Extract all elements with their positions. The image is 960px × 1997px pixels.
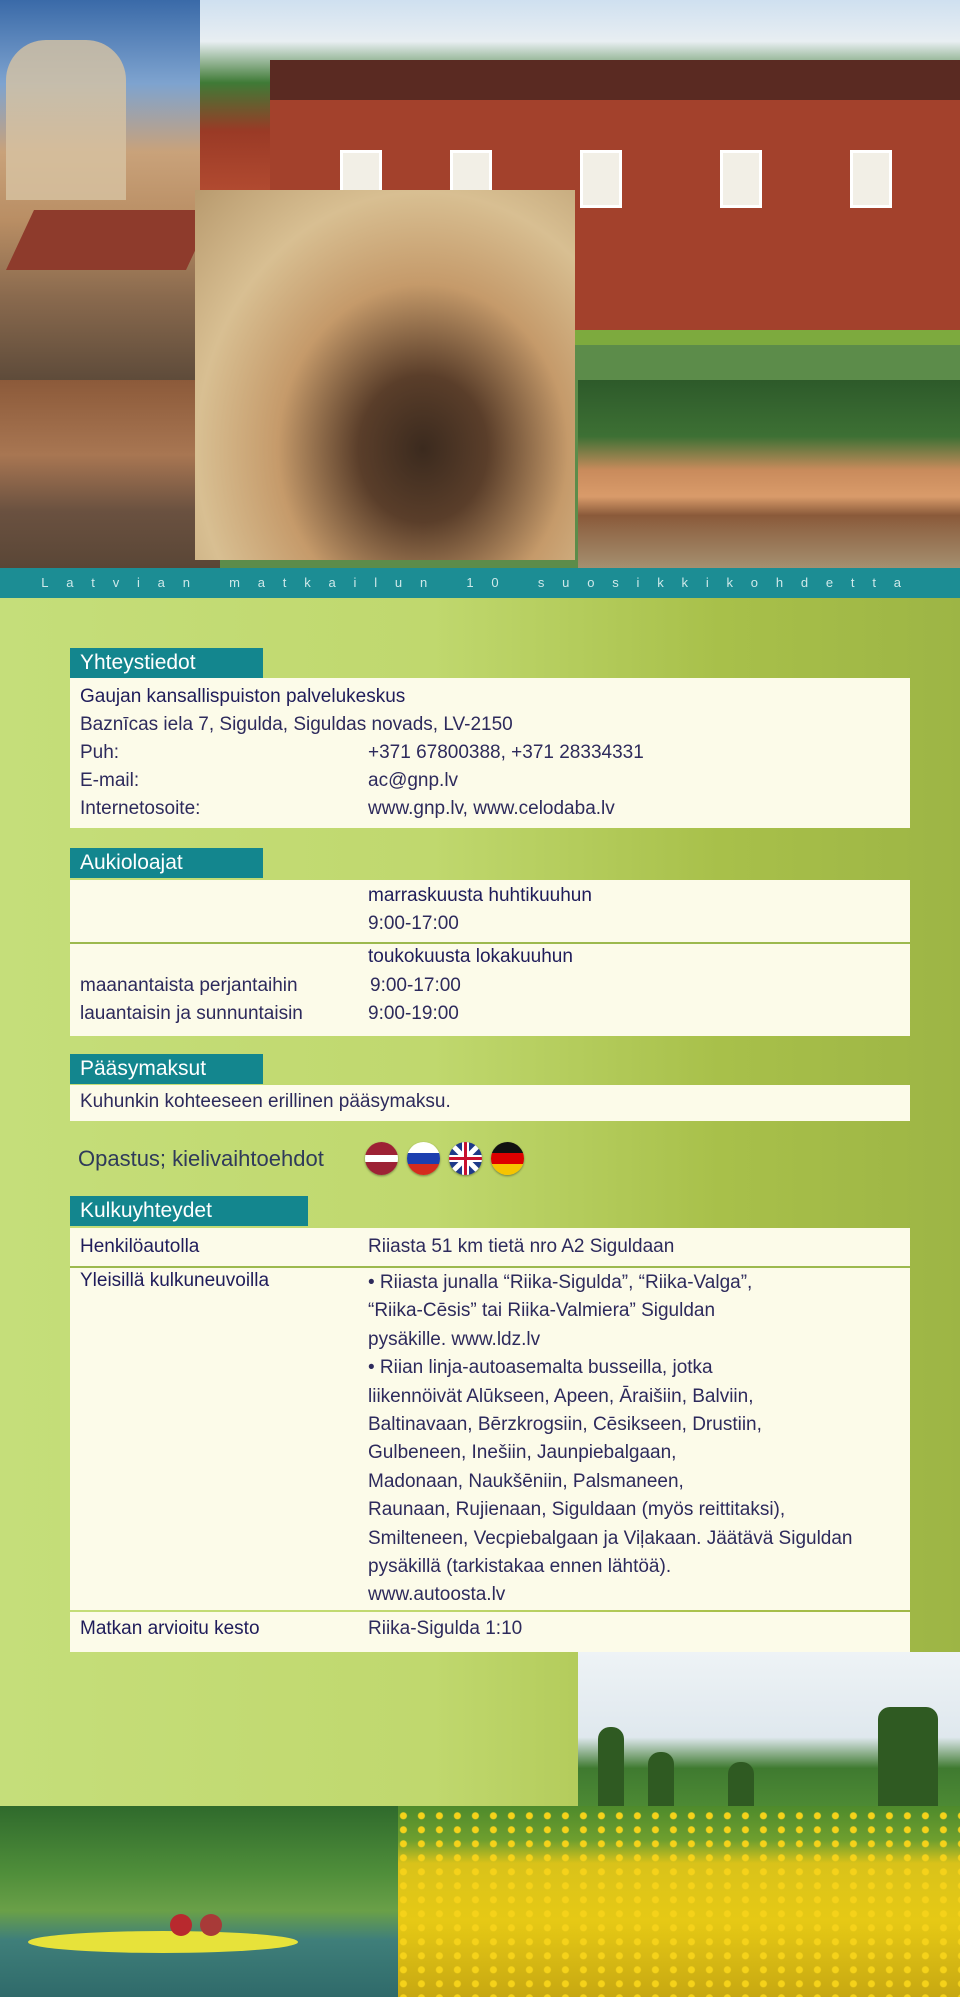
brochure-tagline: Latvian matkailun 10 suosikkikohdetta xyxy=(0,568,960,598)
public-transport-line: “Riika-Cēsis” tai Riika-Valmiera” Siguldan xyxy=(368,1300,716,1322)
header-photo-collage xyxy=(0,0,960,568)
hours-panel-summer xyxy=(70,944,910,1036)
public-transport-line: www.autoosta.lv xyxy=(368,1584,506,1606)
service-center-name: Gaujan kansallispuiston palvelukeskus xyxy=(80,686,406,707)
car-route: Riiasta 51 km tietä nro A2 Siguldaan xyxy=(368,1236,675,1257)
germany-flag-icon xyxy=(491,1142,524,1175)
sandstone-cave-photo xyxy=(195,190,575,560)
car-label: Henkilöautolla xyxy=(80,1236,200,1257)
website-label: Internetosoite: xyxy=(80,798,201,819)
public-transport-line: pysäkille. www.ldz.lv xyxy=(368,1328,541,1350)
phone-label: Puh: xyxy=(80,742,120,763)
dandelion-meadow-photo xyxy=(398,1806,960,1997)
russia-flag-icon xyxy=(407,1142,440,1175)
section-title-hours: Aukioloajat xyxy=(70,848,263,878)
uk-flag-icon xyxy=(449,1142,482,1175)
river-cliff-photo xyxy=(578,380,960,568)
winter-period: marraskuusta huhtikuuhun xyxy=(368,885,592,906)
section-title-fees: Pääsymaksut xyxy=(70,1054,263,1084)
public-transport-line: Raunaan, Rujienaan, Siguldaan (myös reittitaksi), xyxy=(368,1499,786,1521)
weekend-hours: 9:00-19:00 xyxy=(368,1003,459,1024)
canoe-river-photo xyxy=(0,1806,398,1997)
website-links[interactable]: www.gnp.lv, www.celodaba.lv xyxy=(368,798,615,819)
public-transport-line: Smilteneen, Vecpiebalgaan ja Viļakaan. Jäätävä Siguldan xyxy=(368,1527,853,1549)
travel-time-panel xyxy=(70,1612,910,1652)
weekend-label: lauantaisin ja sunnuntaisin xyxy=(80,1003,303,1024)
section-title-transport: Kulkuyhteydet xyxy=(70,1196,308,1226)
transport-public-panel xyxy=(70,1268,910,1610)
transport-car-panel xyxy=(70,1228,910,1266)
public-transport-line: liikennöivät Alūkseen, Apeen, Āraišiin, Balviin, xyxy=(368,1385,754,1407)
public-transport-label: Yleisillä kulkuneuvoilla xyxy=(80,1270,270,1291)
public-transport-line: pysäkillä (tarkistakaa ennen lähtöä). xyxy=(368,1556,672,1577)
public-transport-line: • Riiasta junalla “Riika-Sigulda”, “Riika-Valga”, xyxy=(368,1272,753,1293)
fees-panel xyxy=(70,1085,910,1121)
public-transport-line: • Riian linja-autoasemalta busseilla, jotka xyxy=(368,1357,713,1379)
weekdays-label: maanantaista perjantaihin xyxy=(80,975,298,996)
public-transport-line: Gulbeneen, Inešiin, Jaunpiebalgaan, xyxy=(368,1442,677,1464)
travel-time-label: Matkan arvioitu kesto xyxy=(80,1618,260,1639)
email-label: E-mail: xyxy=(80,770,140,791)
latvia-flag-icon xyxy=(365,1142,398,1175)
church-photo xyxy=(0,0,200,380)
weekdays-hours: 9:00-17:00 xyxy=(370,975,461,996)
guide-languages-label: Opastus; kielivaihtoehdot xyxy=(78,1146,324,1171)
hours-panel-winter xyxy=(70,880,910,942)
summer-period: toukokuusta lokakuuhun xyxy=(368,946,573,967)
fees-text: Kuhunkin kohteeseen erillinen pääsymaksu. xyxy=(80,1091,451,1112)
address-text: Baznīcas iela 7, Sigulda, Siguldas novads, LV-2150 xyxy=(80,714,513,735)
travel-time-value: Riika-Sigulda 1:10 xyxy=(368,1618,523,1639)
public-transport-line: Madonaan, Naukšēniin, Palsmaneen, xyxy=(368,1470,684,1492)
windmill-landscape-photo xyxy=(578,1652,960,1807)
winter-hours: 9:00-17:00 xyxy=(368,913,459,934)
email-link[interactable]: ac@gnp.lv xyxy=(368,770,459,791)
section-title-contacts: Yhteystiedot xyxy=(70,648,263,678)
public-transport-line: Baltinavaan, Bērzkrogsiin, Cēsikseen, Drustiin, xyxy=(368,1414,762,1435)
sandstone-steps-photo xyxy=(0,380,220,568)
contacts-panel xyxy=(70,678,910,828)
language-flags xyxy=(365,1142,524,1175)
phone-value: +371 67800388, +371 28334331 xyxy=(368,742,644,763)
